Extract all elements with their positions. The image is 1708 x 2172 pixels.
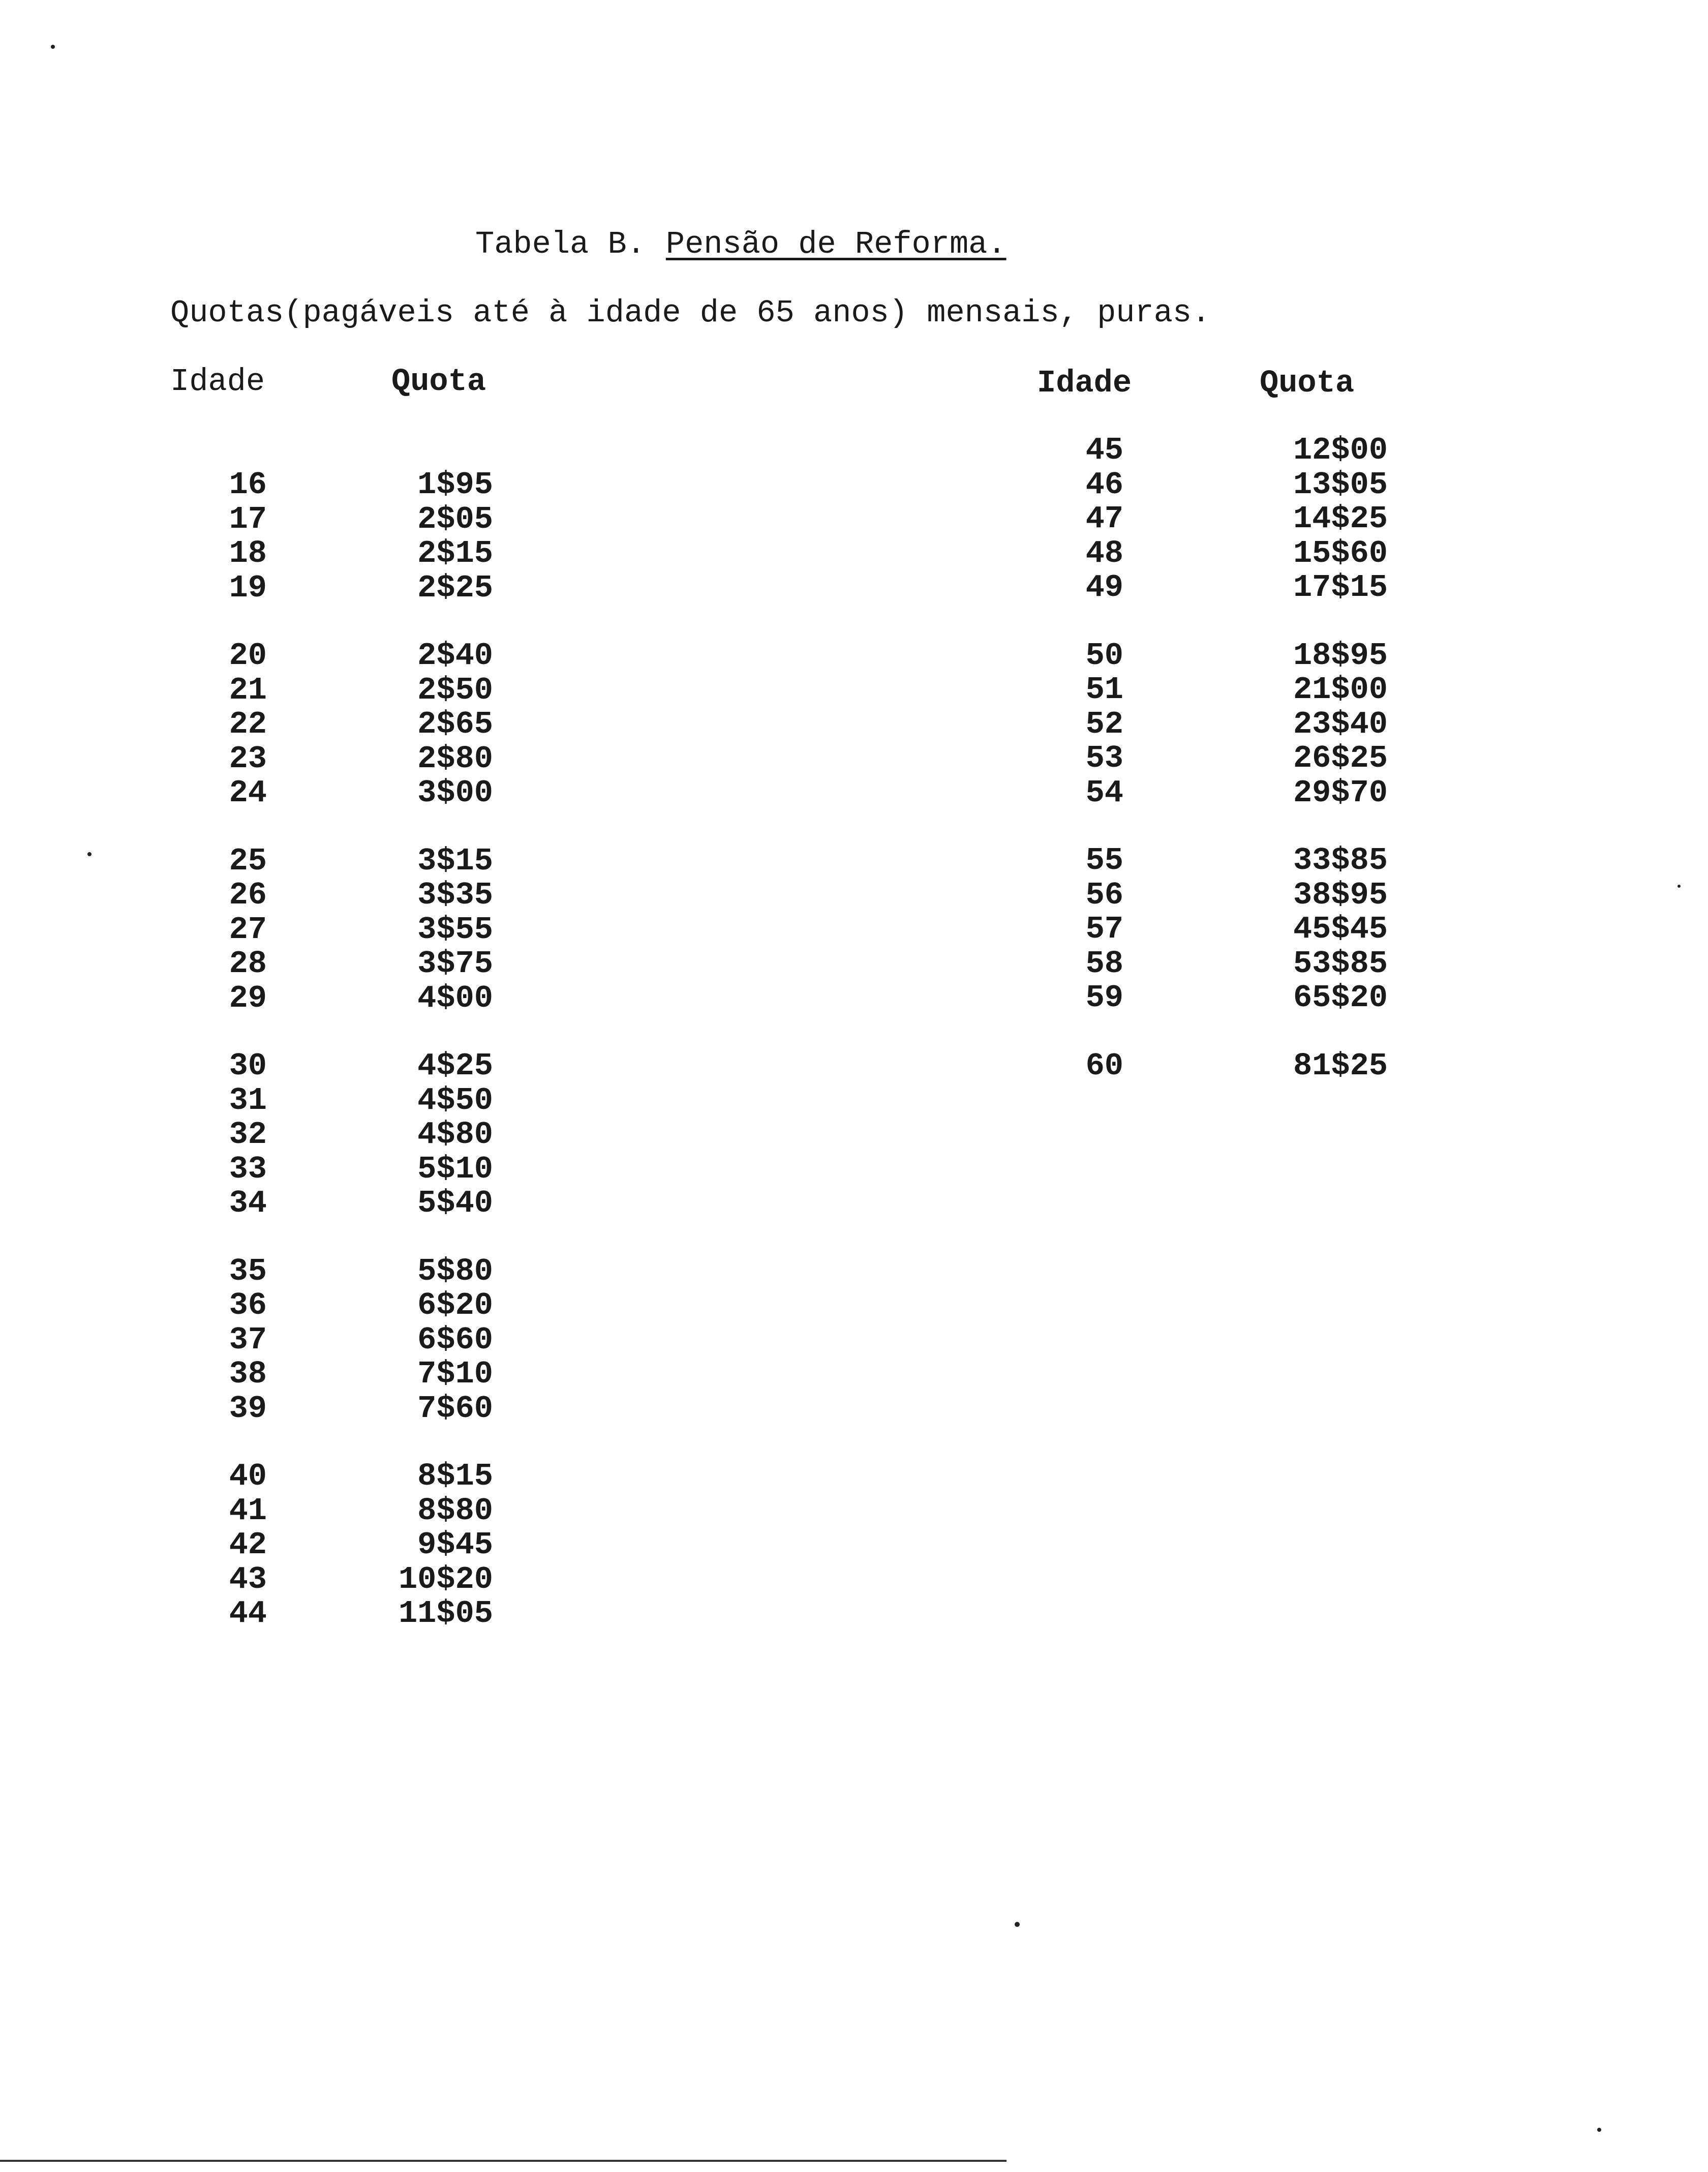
table-subtitle: Quotas(pagáveis até à idade de 65 anos) mensais, puras. (170, 295, 1211, 331)
quota-cell: 29$70 (1293, 774, 1388, 811)
age-cell: 34 (229, 1185, 267, 1221)
age-cell: 39 (229, 1390, 267, 1427)
age-cell: 20 (229, 638, 267, 674)
age-cell: 30 (229, 1048, 267, 1084)
age-cell: 36 (229, 1287, 267, 1323)
age-cell: 54 (1085, 774, 1123, 811)
quota-cell: 3$35 (417, 877, 493, 913)
quota-cell: 8$80 (417, 1492, 493, 1529)
age-cell: 56 (1085, 877, 1123, 913)
age-cell: 23 (229, 740, 267, 777)
quota-cell: 1$95 (417, 467, 493, 503)
quota-cell: 12$00 (1293, 432, 1388, 468)
age-cell: 16 (229, 467, 267, 503)
age-cell: 41 (229, 1492, 267, 1529)
ink-speck (1678, 885, 1681, 888)
age-cell: 46 (1085, 466, 1123, 503)
age-cell: 43 (229, 1561, 267, 1597)
quota-cell: 6$60 (417, 1321, 493, 1358)
quota-cell: 65$20 (1293, 980, 1388, 1016)
age-cell: 37 (229, 1321, 267, 1358)
quota-cell: 9$45 (417, 1527, 493, 1563)
age-cell: 59 (1085, 980, 1123, 1016)
age-cell: 31 (229, 1082, 267, 1119)
age-cell: 55 (1085, 842, 1123, 879)
age-cell: 38 (229, 1356, 267, 1392)
age-cell: 29 (229, 980, 267, 1016)
age-cell: 51 (1085, 672, 1123, 708)
quota-cell: 15$60 (1293, 535, 1388, 571)
quota-cell: 14$25 (1293, 501, 1388, 537)
quota-cell: 4$80 (417, 1117, 493, 1153)
quota-cell: 53$85 (1293, 945, 1388, 982)
age-cell: 53 (1085, 740, 1123, 776)
quota-cell: 2$50 (417, 672, 493, 708)
quota-cell: 2$65 (417, 706, 493, 742)
quota-cell: 3$15 (417, 842, 493, 879)
age-cell: 40 (229, 1458, 267, 1494)
quota-cell: 23$40 (1293, 706, 1388, 742)
quota-cell: 33$85 (1293, 842, 1388, 879)
quota-cell: 11$05 (398, 1595, 493, 1632)
quota-cell: 38$95 (1293, 877, 1388, 913)
age-cell: 21 (229, 672, 267, 708)
age-cell: 48 (1085, 535, 1123, 571)
age-cell: 32 (229, 1117, 267, 1153)
ink-speck (51, 45, 55, 49)
quota-cell: 81$25 (1293, 1047, 1388, 1084)
age-cell: 25 (229, 842, 267, 879)
quota-cell: 4$25 (417, 1048, 493, 1084)
quota-cell: 3$55 (417, 911, 493, 948)
age-cell: 26 (229, 877, 267, 913)
age-cell: 27 (229, 911, 267, 948)
left-quota-column (366, 468, 493, 1631)
age-cell: 44 (229, 1595, 267, 1632)
left-age-column (201, 468, 267, 1631)
age-cell: 17 (229, 501, 267, 537)
quota-cell: 2$40 (417, 638, 493, 674)
age-cell: 28 (229, 946, 267, 982)
quota-cell: 5$40 (417, 1185, 493, 1221)
age-cell: 49 (1085, 569, 1123, 606)
quota-cell: 4$00 (417, 980, 493, 1016)
table-number: Tabela B. (475, 226, 646, 262)
age-cell: 50 (1085, 637, 1123, 674)
age-cell: 58 (1085, 945, 1123, 982)
quota-cell: 10$20 (398, 1561, 493, 1597)
left-quota-header: Quota (391, 364, 486, 400)
quota-cell: 5$80 (417, 1253, 493, 1289)
ink-speck (1597, 2128, 1601, 2132)
quota-cell: 2$05 (417, 501, 493, 537)
age-cell: 45 (1085, 432, 1123, 468)
ink-speck (87, 852, 92, 856)
quota-cell: 2$25 (417, 569, 493, 606)
quota-cell: 7$10 (417, 1356, 493, 1392)
quota-cell: 7$60 (417, 1390, 493, 1427)
quota-cell: 13$05 (1293, 466, 1388, 503)
age-cell: 18 (229, 535, 267, 571)
age-cell: 42 (229, 1527, 267, 1563)
quota-cell: 3$00 (417, 775, 493, 811)
age-cell: 35 (229, 1253, 267, 1289)
right-quota-header: Quota (1260, 365, 1355, 401)
table-name: Pensão de Reforma. (665, 226, 1006, 262)
left-age-header: Idade (170, 364, 265, 400)
table-title (475, 226, 1006, 262)
right-quota-column (1261, 433, 1388, 1083)
quota-cell: 2$15 (417, 535, 493, 571)
page-edge-line (0, 2160, 1006, 2162)
ink-speck (1015, 1922, 1020, 1927)
age-cell: 60 (1085, 1047, 1123, 1084)
age-cell: 57 (1085, 911, 1123, 947)
quota-cell: 26$25 (1293, 740, 1388, 776)
quota-cell: 3$75 (417, 946, 493, 982)
quota-cell: 4$50 (417, 1082, 493, 1119)
quota-cell: 17$15 (1293, 569, 1388, 606)
age-cell: 52 (1085, 706, 1123, 742)
age-cell: 22 (229, 706, 267, 742)
quota-cell: 21$00 (1293, 672, 1388, 708)
quota-cell: 45$45 (1293, 911, 1388, 947)
quota-cell: 2$80 (417, 740, 493, 777)
quota-cell: 8$15 (417, 1458, 493, 1494)
quota-cell: 5$10 (417, 1151, 493, 1187)
right-age-column (1073, 433, 1123, 1083)
age-cell: 24 (229, 775, 267, 811)
age-cell: 33 (229, 1151, 267, 1187)
right-age-header: Idade (1037, 365, 1132, 401)
quota-cell: 18$95 (1293, 637, 1388, 674)
quota-cell: 6$20 (417, 1287, 493, 1323)
age-cell: 19 (229, 569, 267, 606)
age-cell: 47 (1085, 501, 1123, 537)
